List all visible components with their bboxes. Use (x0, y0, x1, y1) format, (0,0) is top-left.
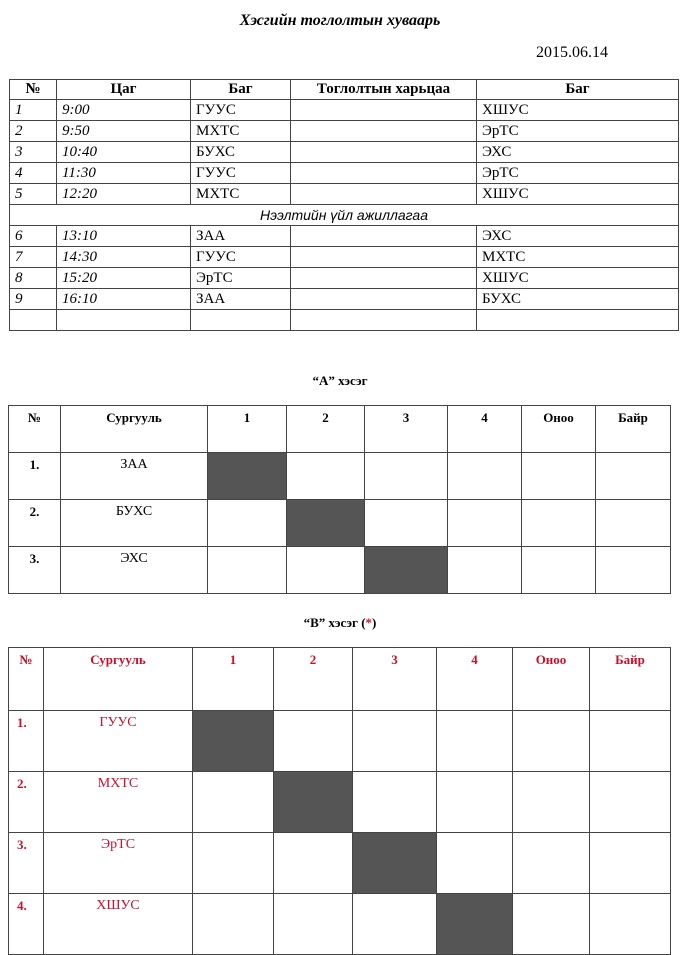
place-cell (596, 453, 671, 500)
group-a-title: “А” хэсэг (312, 373, 368, 388)
match-time: 14:30 (57, 247, 191, 268)
school-name: ЗАА (61, 453, 208, 500)
result-cell (365, 453, 448, 500)
match-score (291, 100, 477, 121)
table-row (9, 894, 671, 955)
shaded-cell (274, 772, 353, 833)
row-number: 2. (9, 772, 44, 833)
table-row (9, 453, 671, 500)
header-col-2: 2 (274, 648, 353, 711)
team-2: ЭрТС (477, 121, 679, 142)
match-number: 7 (10, 247, 57, 268)
school-name: ЭрТС (44, 833, 193, 894)
empty-cell (10, 310, 57, 331)
result-cell (437, 772, 513, 833)
result-cell (448, 500, 522, 547)
team-2: ЭХС (477, 142, 679, 163)
shaded-cell (365, 547, 448, 594)
points-cell (522, 547, 596, 594)
match-number: 3 (10, 142, 57, 163)
break-row (10, 205, 679, 226)
row-number: 1. (9, 453, 61, 500)
table-row (9, 711, 671, 772)
match-time: 9:50 (57, 121, 191, 142)
page-title: Хэсгийн тоглолтын хуваарь (239, 12, 441, 29)
group-a-table (8, 405, 671, 594)
team-1: ГУУС (191, 163, 291, 184)
row-number: 1. (9, 711, 44, 772)
group-a-header-row (9, 406, 671, 453)
row-number: 2. (9, 500, 61, 547)
match-number: 8 (10, 268, 57, 289)
document-date: 2015.06.14 (536, 44, 608, 61)
match-score (291, 142, 477, 163)
points-cell (513, 711, 590, 772)
shaded-cell (287, 500, 365, 547)
match-time: 9:00 (57, 100, 191, 121)
school-name: БУХС (61, 500, 208, 547)
schedule-header-row (10, 80, 679, 100)
table-row (9, 833, 671, 894)
match-time: 13:10 (57, 226, 191, 247)
shaded-cell (193, 711, 274, 772)
empty-cell (57, 310, 191, 331)
match-time: 10:40 (57, 142, 191, 163)
team-1: ГУУС (191, 100, 291, 121)
team-1: ГУУС (191, 247, 291, 268)
table-row (10, 121, 679, 142)
table-row (10, 289, 679, 310)
match-score (291, 247, 477, 268)
result-cell (193, 833, 274, 894)
match-number: 1 (10, 100, 57, 121)
header-col-1: 1 (208, 406, 287, 453)
result-cell (274, 711, 353, 772)
match-number: 9 (10, 289, 57, 310)
match-number: 5 (10, 184, 57, 205)
result-cell (287, 547, 365, 594)
school-name: ГУУС (44, 711, 193, 772)
team-1: ЗАА (191, 289, 291, 310)
result-cell (193, 894, 274, 955)
team-2: МХТС (477, 247, 679, 268)
place-cell (590, 772, 671, 833)
schedule-table (9, 79, 679, 331)
place-cell (596, 547, 671, 594)
points-cell (522, 453, 596, 500)
group-b-header-row (9, 648, 671, 711)
team-2: ЭХС (477, 226, 679, 247)
table-row (10, 142, 679, 163)
result-cell (353, 711, 437, 772)
match-time: 11:30 (57, 163, 191, 184)
header-number: № (9, 648, 44, 711)
team-1: МХТС (191, 184, 291, 205)
team-2: ХШУС (477, 268, 679, 289)
shaded-cell (208, 453, 287, 500)
place-cell (590, 833, 671, 894)
team-1: ЭрТС (191, 268, 291, 289)
group-b-table (8, 647, 671, 955)
empty-cell (477, 310, 679, 331)
opening-ceremony-label: Нээлтийн үйл ажиллагаа (10, 205, 679, 226)
header-points: Оноо (522, 406, 596, 453)
group-b-title (0, 615, 680, 631)
header-col-4: 4 (448, 406, 522, 453)
header-place: Байр (590, 648, 671, 711)
empty-cell (191, 310, 291, 331)
row-number: 4. (9, 894, 44, 955)
points-cell (513, 833, 590, 894)
school-name: ЭХС (61, 547, 208, 594)
place-cell (590, 894, 671, 955)
match-score (291, 289, 477, 310)
header-score: Тоглолтын харьцаа (291, 80, 477, 100)
result-cell (274, 833, 353, 894)
group-b-title-prefix: “В” хэсэг ( (303, 615, 366, 630)
result-cell (437, 711, 513, 772)
match-number: 4 (10, 163, 57, 184)
result-cell (437, 833, 513, 894)
team-2: ХШУС (477, 184, 679, 205)
row-number: 3. (9, 547, 61, 594)
table-row (10, 184, 679, 205)
team-1: ЗАА (191, 226, 291, 247)
result-cell (274, 894, 353, 955)
school-name: МХТС (44, 772, 193, 833)
result-cell (208, 547, 287, 594)
match-number: 6 (10, 226, 57, 247)
table-row (9, 500, 671, 547)
match-score (291, 268, 477, 289)
table-row (10, 163, 679, 184)
school-name: ХШУС (44, 894, 193, 955)
team-1: БУХС (191, 142, 291, 163)
table-row (10, 268, 679, 289)
match-score (291, 121, 477, 142)
team-2: БУХС (477, 289, 679, 310)
team-2: ХШУС (477, 100, 679, 121)
header-school: Сургууль (61, 406, 208, 453)
result-cell (365, 500, 448, 547)
points-cell (522, 500, 596, 547)
row-number: 3. (9, 833, 44, 894)
match-time: 16:10 (57, 289, 191, 310)
group-b-title-suffix: ) (372, 615, 377, 630)
result-cell (448, 453, 522, 500)
empty-cell (291, 310, 477, 331)
match-score (291, 163, 477, 184)
match-score (291, 226, 477, 247)
header-col-4: 4 (437, 648, 513, 711)
table-row (10, 226, 679, 247)
table-row (10, 100, 679, 121)
match-time: 12:20 (57, 184, 191, 205)
result-cell (353, 772, 437, 833)
shaded-cell (353, 833, 437, 894)
header-team-1: Баг (191, 80, 291, 100)
table-row (10, 247, 679, 268)
header-school: Сургууль (44, 648, 193, 711)
header-col-2: 2 (287, 406, 365, 453)
header-col-3: 3 (365, 406, 448, 453)
header-number: № (9, 406, 61, 453)
header-col-1: 1 (193, 648, 274, 711)
match-score (291, 184, 477, 205)
result-cell (448, 547, 522, 594)
header-points: Оноо (513, 648, 590, 711)
table-row (9, 547, 671, 594)
empty-row (10, 310, 679, 331)
team-2: ЭрТС (477, 163, 679, 184)
match-time: 15:20 (57, 268, 191, 289)
points-cell (513, 894, 590, 955)
result-cell (353, 894, 437, 955)
points-cell (513, 772, 590, 833)
header-number: № (10, 80, 57, 100)
result-cell (287, 453, 365, 500)
place-cell (590, 711, 671, 772)
shaded-cell (437, 894, 513, 955)
header-team-2: Баг (477, 80, 679, 100)
group-b-title-star: * (365, 615, 373, 630)
header-col-3: 3 (353, 648, 437, 711)
table-row (9, 772, 671, 833)
match-number: 2 (10, 121, 57, 142)
result-cell (208, 500, 287, 547)
header-time: Цаг (57, 80, 191, 100)
header-place: Байр (596, 406, 671, 453)
result-cell (193, 772, 274, 833)
place-cell (596, 500, 671, 547)
team-1: МХТС (191, 121, 291, 142)
